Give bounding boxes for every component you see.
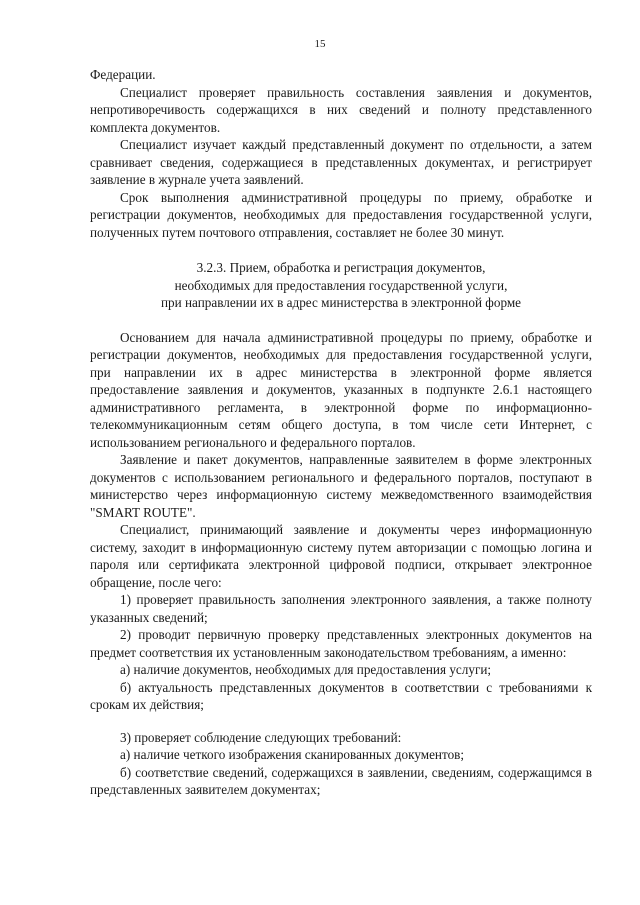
list-subitem: б) актуальность представленных документов в соответствии с требованиями к срокам их действия; [90,679,592,712]
list-subitem: б) соответствие сведений, содержащихся в заявлении, сведениям, содержащимся в представленных заявителем документах; [90,764,592,797]
list-item: 2) проводит первичную проверку представленных электронных документов на предмет соответствия их установленным законодательством требованиям, а именно: [90,627,592,660]
list-subitem: а) наличие четкого изображения сканированных документов; [120,747,465,762]
section-heading-line: необходимых для предоставления государственной услуги, [174,277,508,293]
section-heading-line: 3.2.3. Прием, обработка и регистрация документов, [196,260,486,275]
list-item: 3) проверяет соблюдение следующих требований: [120,729,402,745]
document-body [90,66,592,799]
page-number: 15 [314,38,326,50]
paragraphs-top [90,66,592,241]
paragraph: Заявление и пакет документов, направленные заявителем в форме электронных документов с использованием регионального и федерального порталов, поступают в министерство через информационную систему межведомственного взаимодействия "SMART ROUTE". [90,452,592,520]
paragraph: Специалист проверяет правильность составления заявления и документов, непротиворечивость содержащихся в них сведений и полноту представленного комплекта документов. [90,84,592,135]
section-heading-line: при направлении их в адрес министерства в электронной форме [160,295,522,310]
section-heading [90,259,592,312]
paragraph: Федерации. [90,67,156,82]
list-item: 1) проверяет правильность заполнения электронного заявления, а также полноту указанных сведений; [90,592,592,625]
paragraph: Специалист изучает каждый представленный документ по отдельности, а затем сравнивает сведения, содержащиеся в представленных документах, и регистрирует заявление в журнале учета заявлений. [90,137,592,187]
paragraph: Основанием для начала административной процедуры по приему, обработке и регистрации документов, необходимых для предоставления государственной услуги, при направлении их в адрес министерства в электронной форме является предоставление заявления и документов, указанных в подпункте 2.6.1 настоящего административного регламента, в электронной форме по информационно-телекоммуникационным сетям общего доступа, в том числе сети Интернет, с использованием регионального и федерального порталов. [90,329,592,450]
paragraphs-main [90,329,592,799]
paragraph: Специалист, принимающий заявление и документы через информационную систему, заходит в информационную систему путем авторизации с помощью логина и пароля или сертификата электронной цифровой подписи, открывает электронное обращение, после чего: [90,522,592,590]
list-subitem: а) наличие документов, необходимых для предоставления услуги; [120,662,492,677]
paragraph: Срок выполнения административной процедуры по приему, обработке и регистрации документов, необходимых для предоставления государственной услуги, полученных путем почтового отправления, составляет не более 30 минут. [90,189,592,240]
